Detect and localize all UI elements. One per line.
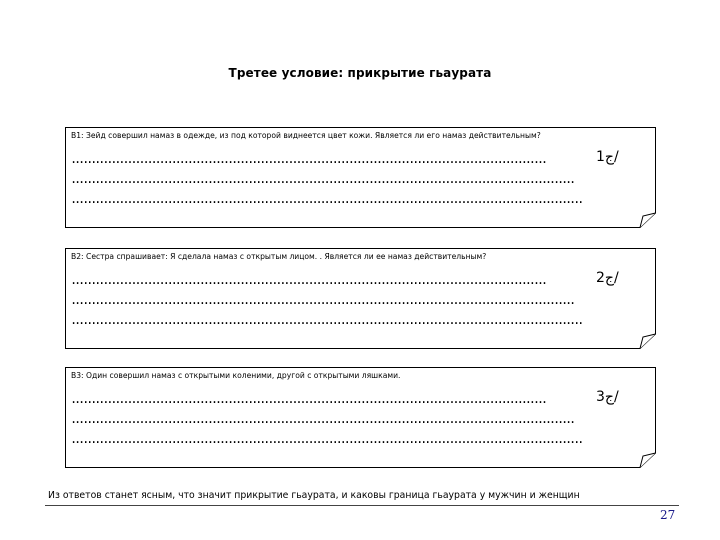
question-card-1 xyxy=(65,127,656,228)
answer-label: ج1/ xyxy=(596,149,619,165)
question-text: В1: Зейд совершил намаз в одежде, из под которой виднеется цвет кожи. Является ли его намаз действительным? xyxy=(71,131,541,140)
question-card-3 xyxy=(65,367,656,468)
answer-line[interactable]: ............................................................................................................................. xyxy=(70,294,574,306)
page-number: 27 xyxy=(660,508,676,522)
answer-line[interactable]: ............................................................................................................................. xyxy=(70,413,574,425)
answer-line[interactable]: ...................................................................................................................... xyxy=(70,393,545,405)
answer-line[interactable]: ............................................................................................................................... xyxy=(70,433,582,445)
answer-label: ج3/ xyxy=(596,389,619,405)
answer-label: ج2/ xyxy=(596,270,619,286)
footer-rule xyxy=(45,505,679,506)
answer-line[interactable]: ............................................................................................................................. xyxy=(70,173,574,185)
question-card-2 xyxy=(65,248,656,349)
answer-line[interactable]: ............................................................................................................................... xyxy=(70,193,582,205)
answer-line[interactable]: ............................................................................................................................... xyxy=(70,314,582,326)
question-text: В2: Сестра спрашивает: Я сделала намаз с открытым лицом. . Является ли ее намаз действительным? xyxy=(71,252,487,261)
answer-line[interactable]: ...................................................................................................................... xyxy=(70,274,545,286)
page-title: Третее условие: прикрытие гьаурата xyxy=(228,66,492,80)
answer-line[interactable]: ...................................................................................................................... xyxy=(70,153,545,165)
question-text: В3: Один совершил намаз с открытыми коленими, другой с открытыми ляшками. xyxy=(71,371,401,380)
footer-note: Из ответов станет ясным, что значит прикрытие гьаурата, и каковы граница гьаурата у мужчин и женщин xyxy=(48,490,580,501)
